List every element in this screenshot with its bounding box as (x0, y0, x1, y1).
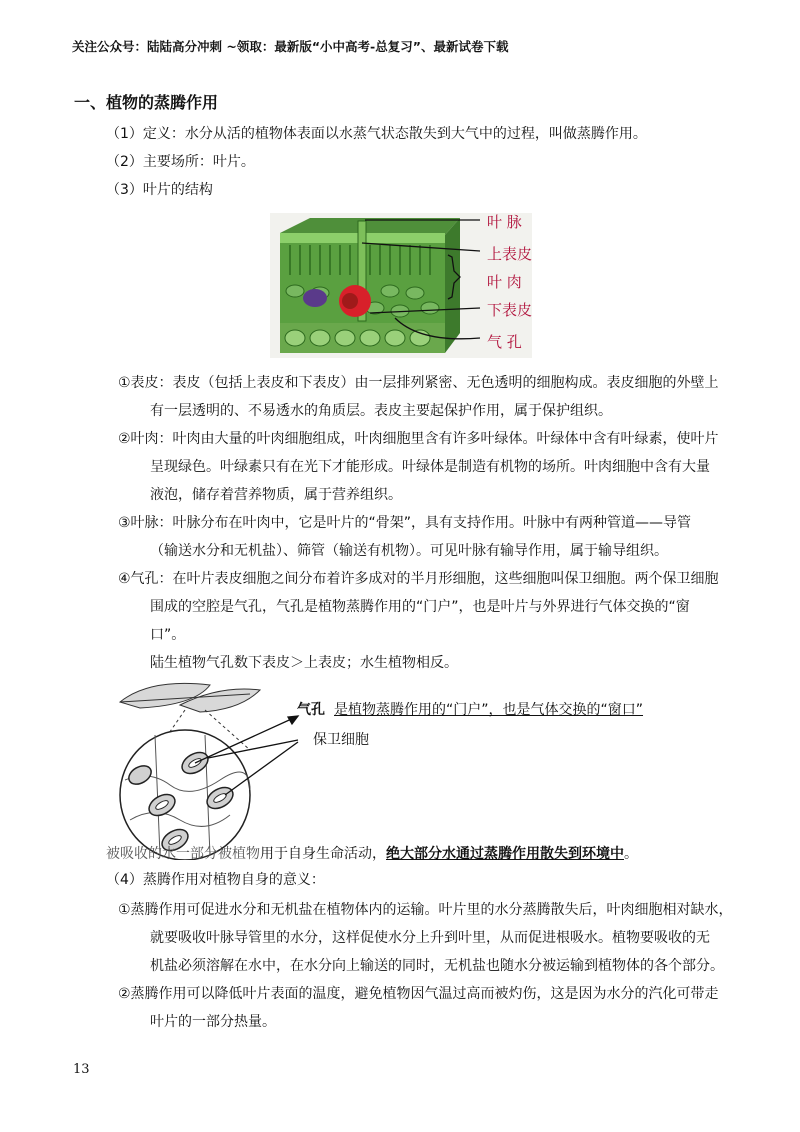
significance-item: （4）蒸腾作用对植物自身的意义： (106, 872, 325, 888)
vein-para-line1: ③叶脉：叶脉分布在叶肉中，它是叶片的“骨架”，具有支持作用。叶脉中有两种管道——导管 (118, 515, 692, 531)
stoma-para-line4: 陆生植物气孔数下表皮＞上表皮；水生植物相反。 (150, 655, 458, 671)
location-item: （2）主要场所：叶片。 (106, 154, 255, 170)
stoma-diagram (110, 680, 690, 860)
water-usage-line (106, 844, 638, 864)
leaf-label-mesophyll: 叶 肉 (487, 273, 522, 291)
transport-para-line1: ①蒸腾作用可促进水分和无机盐在植物体内的运输。叶片里的水分蒸腾散失后，叶肉细胞相对缺水， (118, 902, 733, 918)
structure-item: （3）叶片的结构 (106, 182, 213, 198)
transport-para-line2: 就要吸收叶脉导管里的水分，这样促使水分上升到叶里，从而促进根吸水。植物要吸收的无 (150, 930, 710, 946)
mesophyll-para-line2: 呈现绿色。叶绿素只有在光下才能形成。叶绿体是制造有机物的场所。叶肉细胞中含有大量 (150, 459, 710, 475)
stoma-label-description: 是植物蒸腾作用的“门户”，也是气体交换的“窗口” (334, 702, 644, 718)
leaf-label-upper-epidermis: 上表皮 (487, 245, 533, 263)
water-usage-clipped: 被吸收的水一部分被植物 (106, 846, 260, 862)
mesophyll-para-line1: ②叶肉：叶肉由大量的叶肉细胞组成，叶肉细胞里含有许多叶绿体。叶绿体中含有叶绿素，使叶片 (118, 431, 719, 447)
epidermis-para-line2: 有一层透明的、不易透水的角质层。表皮主要起保护作用，属于保护组织。 (150, 403, 612, 419)
stoma-para-line3: 口”。 (150, 627, 186, 643)
definition-item: （1）定义：水分从活的植物体表面以水蒸气状态散失到大气中的过程，叫做蒸腾作用。 (106, 126, 647, 142)
water-usage-end: 。 (624, 846, 638, 862)
page-number: 13 (73, 1062, 90, 1077)
leaf-label-lower-epidermis: 下表皮 (487, 301, 533, 319)
vein-para-line2: （输送水分和无机盐）、筛管（输送有机物）。可见叶脉有输导作用，属于输导组织。 (150, 543, 668, 559)
water-usage-emphasis: 绝大部分水通过蒸腾作用散失到环境中 (386, 846, 624, 862)
epidermis-para-line1: ①表皮：表皮（包括上表皮和下表皮）由一层排列紧密、无色透明的细胞构成。表皮细胞的外壁上 (118, 375, 719, 391)
page-header: 关注公众号：陆陆高分冲刺 ~领取：最新版“小中高考-总复习”、最新试卷下载 (72, 39, 509, 54)
guard-cell-label: 保卫细胞 (313, 732, 369, 748)
stoma-para-line2: 围成的空腔是气孔，气孔是植物蒸腾作用的“门户”，也是叶片与外界进行气体交换的“窗 (150, 599, 690, 615)
section-title: 一、植物的蒸腾作用 (74, 93, 219, 112)
stoma-para-line1: ④气孔：在叶片表皮细胞之间分布着许多成对的半月形细胞，这些细胞叫保卫细胞。两个保卫细胞 (118, 571, 719, 587)
leaf-label-vein: 叶 脉 (487, 213, 522, 231)
cooling-para-line1: ②蒸腾作用可以降低叶片表面的温度，避免植物因气温过高而被灼伤，这是因为水分的汽化可带走 (118, 986, 719, 1002)
leaf-structure-diagram (270, 213, 532, 358)
mesophyll-para-line3: 液泡，储存着营养物质，属于营养组织。 (150, 487, 402, 503)
cooling-para-line2: 叶片的一部分热量。 (150, 1014, 276, 1030)
transport-para-line3: 机盐必须溶解在水中，在水分向上输送的同时，无机盐也随水分被运输到植物体的各个部分。 (150, 958, 724, 974)
stoma-label-title: 气孔 (297, 702, 325, 718)
leaf-label-stoma: 气 孔 (487, 333, 522, 351)
water-usage-text: 用于自身生命活动， (260, 846, 386, 862)
